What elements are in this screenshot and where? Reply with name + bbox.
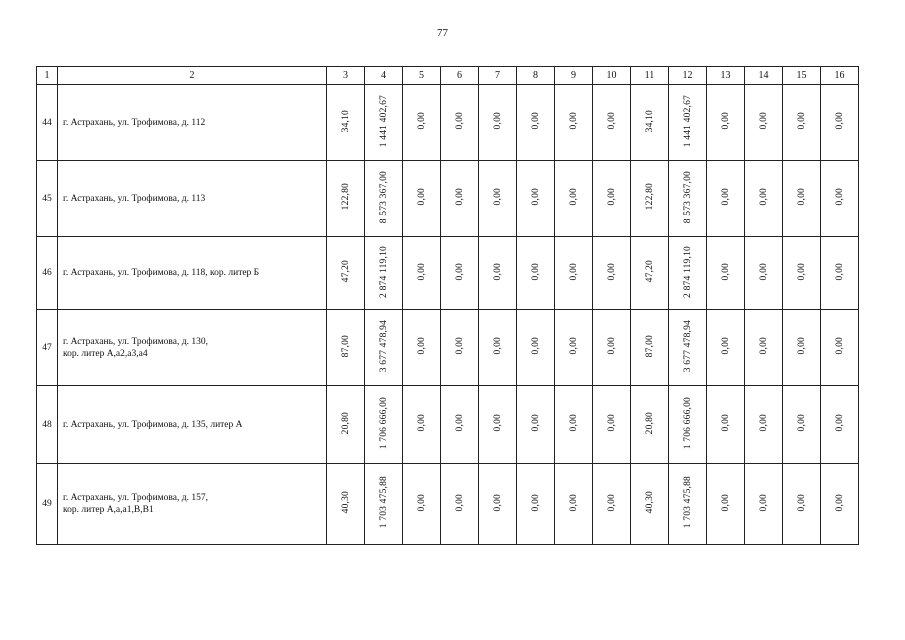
data-table xyxy=(36,66,859,545)
column-header: 1 xyxy=(37,67,58,85)
value-cell xyxy=(403,310,441,386)
value-text: 0,00 xyxy=(758,337,769,355)
value-text: 0,00 xyxy=(568,414,579,432)
value-cell xyxy=(821,310,859,386)
column-header: 15 xyxy=(783,67,821,85)
value-cell xyxy=(327,386,365,464)
value-text: 0,00 xyxy=(720,414,731,432)
column-header: 14 xyxy=(745,67,783,85)
table-row xyxy=(37,161,859,237)
value-text: 122,80 xyxy=(644,183,655,211)
value-text: 0,00 xyxy=(416,188,427,206)
value-cell xyxy=(517,85,555,161)
value-text: 0,00 xyxy=(416,493,427,512)
value-text: 0,00 xyxy=(758,188,769,206)
row-number: 44 xyxy=(37,85,58,161)
value-cell xyxy=(327,310,365,386)
value-cell xyxy=(669,85,707,161)
value-cell xyxy=(821,464,859,545)
value-cell xyxy=(327,161,365,237)
column-header: 4 xyxy=(365,67,403,85)
value-text: 0,00 xyxy=(720,188,731,206)
value-text: 87,00 xyxy=(644,334,655,358)
value-text: 0,00 xyxy=(492,262,503,281)
value-cell xyxy=(327,464,365,545)
value-text: 0,00 xyxy=(834,188,845,206)
value-cell xyxy=(593,310,631,386)
value-text: 0,00 xyxy=(454,337,465,355)
value-text: 0,00 xyxy=(834,493,845,512)
value-cell xyxy=(517,310,555,386)
value-cell xyxy=(631,85,669,161)
value-cell xyxy=(669,464,707,545)
value-cell xyxy=(365,386,403,464)
value-text: 34,10 xyxy=(644,109,655,133)
value-text: 0,00 xyxy=(492,337,503,355)
value-cell xyxy=(821,237,859,310)
value-cell xyxy=(783,310,821,386)
value-text: 0,00 xyxy=(416,112,427,130)
value-cell xyxy=(593,161,631,237)
value-text: 0,00 xyxy=(530,414,541,432)
row-number: 48 xyxy=(37,386,58,464)
value-cell xyxy=(707,237,745,310)
address-line: кор. литер А,а,а1,В,В1 xyxy=(63,505,154,515)
value-text: 0,00 xyxy=(416,337,427,355)
value-cell xyxy=(441,85,479,161)
table-row xyxy=(37,386,859,464)
value-cell xyxy=(555,237,593,310)
value-cell xyxy=(745,464,783,545)
value-text: 0,00 xyxy=(834,337,845,355)
value-text: 0,00 xyxy=(492,414,503,432)
value-text: 0,00 xyxy=(758,493,769,512)
value-text: 0,00 xyxy=(568,262,579,281)
value-text: 87,00 xyxy=(340,334,351,358)
value-text: 0,00 xyxy=(454,188,465,206)
row-number: 46 xyxy=(37,237,58,310)
table-row xyxy=(37,464,859,545)
value-cell xyxy=(745,386,783,464)
value-text: 0,00 xyxy=(606,188,617,206)
value-text: 0,00 xyxy=(568,188,579,206)
value-cell xyxy=(631,310,669,386)
value-cell xyxy=(821,386,859,464)
value-cell xyxy=(555,464,593,545)
value-cell xyxy=(783,161,821,237)
value-text: 0,00 xyxy=(758,112,769,130)
value-cell xyxy=(593,386,631,464)
value-cell xyxy=(365,161,403,237)
value-cell xyxy=(669,161,707,237)
value-cell xyxy=(365,464,403,545)
value-cell xyxy=(745,237,783,310)
value-cell xyxy=(441,237,479,310)
value-text: 0,00 xyxy=(606,414,617,432)
value-text: 2 874 119,10 xyxy=(378,245,389,298)
address-line: г. Астрахань, ул. Трофимова, д. 112 xyxy=(63,117,206,128)
value-cell xyxy=(517,464,555,545)
value-text: 0,00 xyxy=(530,112,541,130)
value-text: 0,00 xyxy=(492,112,503,130)
column-header: 8 xyxy=(517,67,555,85)
value-cell xyxy=(745,161,783,237)
value-cell xyxy=(327,237,365,310)
value-text: 1 706 666,00 xyxy=(378,396,389,450)
value-cell xyxy=(441,161,479,237)
value-cell xyxy=(517,161,555,237)
address-cell xyxy=(58,386,327,464)
value-text: 20,80 xyxy=(644,411,655,435)
value-text: 1 703 475,88 xyxy=(378,476,389,529)
table-row xyxy=(37,310,859,386)
value-cell xyxy=(631,464,669,545)
value-text: 0,00 xyxy=(796,112,807,130)
value-cell xyxy=(403,161,441,237)
value-text: 40,30 xyxy=(644,491,655,514)
address-cell xyxy=(58,464,327,545)
column-header: 12 xyxy=(669,67,707,85)
value-cell xyxy=(555,386,593,464)
value-cell xyxy=(745,310,783,386)
address-cell xyxy=(58,310,327,386)
value-text: 34,10 xyxy=(340,109,351,133)
address-cell xyxy=(58,85,327,161)
value-cell xyxy=(631,386,669,464)
value-text: 1 441 402,67 xyxy=(682,94,693,148)
value-cell xyxy=(517,237,555,310)
value-text: 0,00 xyxy=(606,337,617,355)
address-line: г. Астрахань, ул. Трофимова, д. 113 xyxy=(63,193,206,204)
value-cell xyxy=(669,237,707,310)
value-cell xyxy=(555,310,593,386)
value-cell xyxy=(783,237,821,310)
value-text: 3 677 478,94 xyxy=(378,319,389,373)
value-text: 1 706 666,00 xyxy=(682,396,693,450)
value-text: 0,00 xyxy=(834,262,845,281)
value-text: 0,00 xyxy=(416,414,427,432)
column-header: 9 xyxy=(555,67,593,85)
value-cell xyxy=(479,386,517,464)
column-header: 2 xyxy=(58,67,327,85)
value-text: 0,00 xyxy=(530,262,541,281)
value-cell xyxy=(593,237,631,310)
row-number: 45 xyxy=(37,161,58,237)
value-text: 8 573 367,00 xyxy=(682,170,693,224)
value-text: 0,00 xyxy=(796,493,807,512)
value-cell xyxy=(745,85,783,161)
value-text: 0,00 xyxy=(796,414,807,432)
column-header: 3 xyxy=(327,67,365,85)
row-number: 47 xyxy=(37,310,58,386)
value-cell xyxy=(707,310,745,386)
column-header: 11 xyxy=(631,67,669,85)
value-cell xyxy=(441,386,479,464)
value-cell xyxy=(821,161,859,237)
value-cell xyxy=(479,464,517,545)
value-cell xyxy=(403,85,441,161)
value-text: 0,00 xyxy=(758,262,769,281)
value-text: 2 874 119,10 xyxy=(682,245,693,298)
header-row xyxy=(37,67,859,85)
value-text: 20,80 xyxy=(340,411,351,435)
column-header: 16 xyxy=(821,67,859,85)
value-cell xyxy=(365,85,403,161)
value-text: 0,00 xyxy=(606,493,617,512)
value-cell xyxy=(783,85,821,161)
value-text: 0,00 xyxy=(416,262,427,281)
value-cell xyxy=(403,237,441,310)
value-text: 0,00 xyxy=(720,337,731,355)
table-body xyxy=(37,85,859,545)
value-text: 0,00 xyxy=(454,262,465,281)
value-text: 0,00 xyxy=(568,112,579,130)
value-cell xyxy=(441,310,479,386)
value-text: 47,20 xyxy=(340,260,351,283)
value-cell xyxy=(593,85,631,161)
value-cell xyxy=(669,386,707,464)
value-cell xyxy=(517,386,555,464)
value-cell xyxy=(327,85,365,161)
value-text: 0,00 xyxy=(720,493,731,512)
column-header: 5 xyxy=(403,67,441,85)
value-cell xyxy=(479,310,517,386)
value-cell xyxy=(479,161,517,237)
value-cell xyxy=(821,85,859,161)
table-row xyxy=(37,237,859,310)
value-text: 0,00 xyxy=(530,188,541,206)
value-text: 0,00 xyxy=(834,414,845,432)
value-text: 0,00 xyxy=(530,493,541,512)
value-cell xyxy=(631,237,669,310)
page-number: 77 xyxy=(437,27,448,39)
value-text: 0,00 xyxy=(568,337,579,355)
value-text: 0,00 xyxy=(796,262,807,281)
row-number: 49 xyxy=(37,464,58,545)
value-cell xyxy=(365,310,403,386)
value-text: 0,00 xyxy=(758,414,769,432)
value-text: 0,00 xyxy=(454,493,465,512)
value-cell xyxy=(707,386,745,464)
value-text: 122,80 xyxy=(340,183,351,211)
address-line: кор. литер А,а2,а3,а4 xyxy=(63,348,148,359)
address-line: г. Астрахань, ул. Трофимова, д. 135, литер А xyxy=(63,419,243,430)
value-cell xyxy=(783,464,821,545)
value-text: 0,00 xyxy=(492,493,503,512)
value-text: 0,00 xyxy=(720,262,731,281)
address-line: г. Астрахань, ул. Трофимова, д. 118, кор. литер Б xyxy=(63,268,260,278)
value-cell xyxy=(631,161,669,237)
column-header: 6 xyxy=(441,67,479,85)
value-text: 40,30 xyxy=(340,491,351,514)
value-text: 0,00 xyxy=(606,262,617,281)
column-header: 7 xyxy=(479,67,517,85)
value-text: 0,00 xyxy=(606,112,617,130)
value-text: 0,00 xyxy=(834,112,845,130)
value-cell xyxy=(707,85,745,161)
address-line: г. Астрахань, ул. Трофимова, д. 130, xyxy=(63,336,208,347)
table-row xyxy=(37,85,859,161)
value-cell xyxy=(479,237,517,310)
value-text: 0,00 xyxy=(568,493,579,512)
value-text: 8 573 367,00 xyxy=(378,170,389,224)
value-text: 47,20 xyxy=(644,260,655,283)
value-cell xyxy=(707,464,745,545)
address-line: г. Астрахань, ул. Трофимова, д. 157, xyxy=(63,493,208,503)
value-cell xyxy=(479,85,517,161)
value-cell xyxy=(707,161,745,237)
value-cell xyxy=(365,237,403,310)
value-text: 0,00 xyxy=(796,188,807,206)
column-header: 10 xyxy=(593,67,631,85)
value-text: 1 703 475,88 xyxy=(682,476,693,529)
value-cell xyxy=(403,386,441,464)
value-text: 1 441 402,67 xyxy=(378,94,389,148)
address-cell xyxy=(58,161,327,237)
value-cell xyxy=(403,464,441,545)
value-text: 0,00 xyxy=(454,414,465,432)
address-cell xyxy=(58,237,327,310)
column-header: 13 xyxy=(707,67,745,85)
value-cell xyxy=(669,310,707,386)
value-text: 0,00 xyxy=(530,337,541,355)
value-cell xyxy=(555,85,593,161)
value-cell xyxy=(783,386,821,464)
value-text: 3 677 478,94 xyxy=(682,319,693,373)
value-text: 0,00 xyxy=(720,112,731,130)
value-text: 0,00 xyxy=(796,337,807,355)
value-text: 0,00 xyxy=(492,188,503,206)
value-text: 0,00 xyxy=(454,112,465,130)
value-cell xyxy=(593,464,631,545)
value-cell xyxy=(555,161,593,237)
value-cell xyxy=(441,464,479,545)
